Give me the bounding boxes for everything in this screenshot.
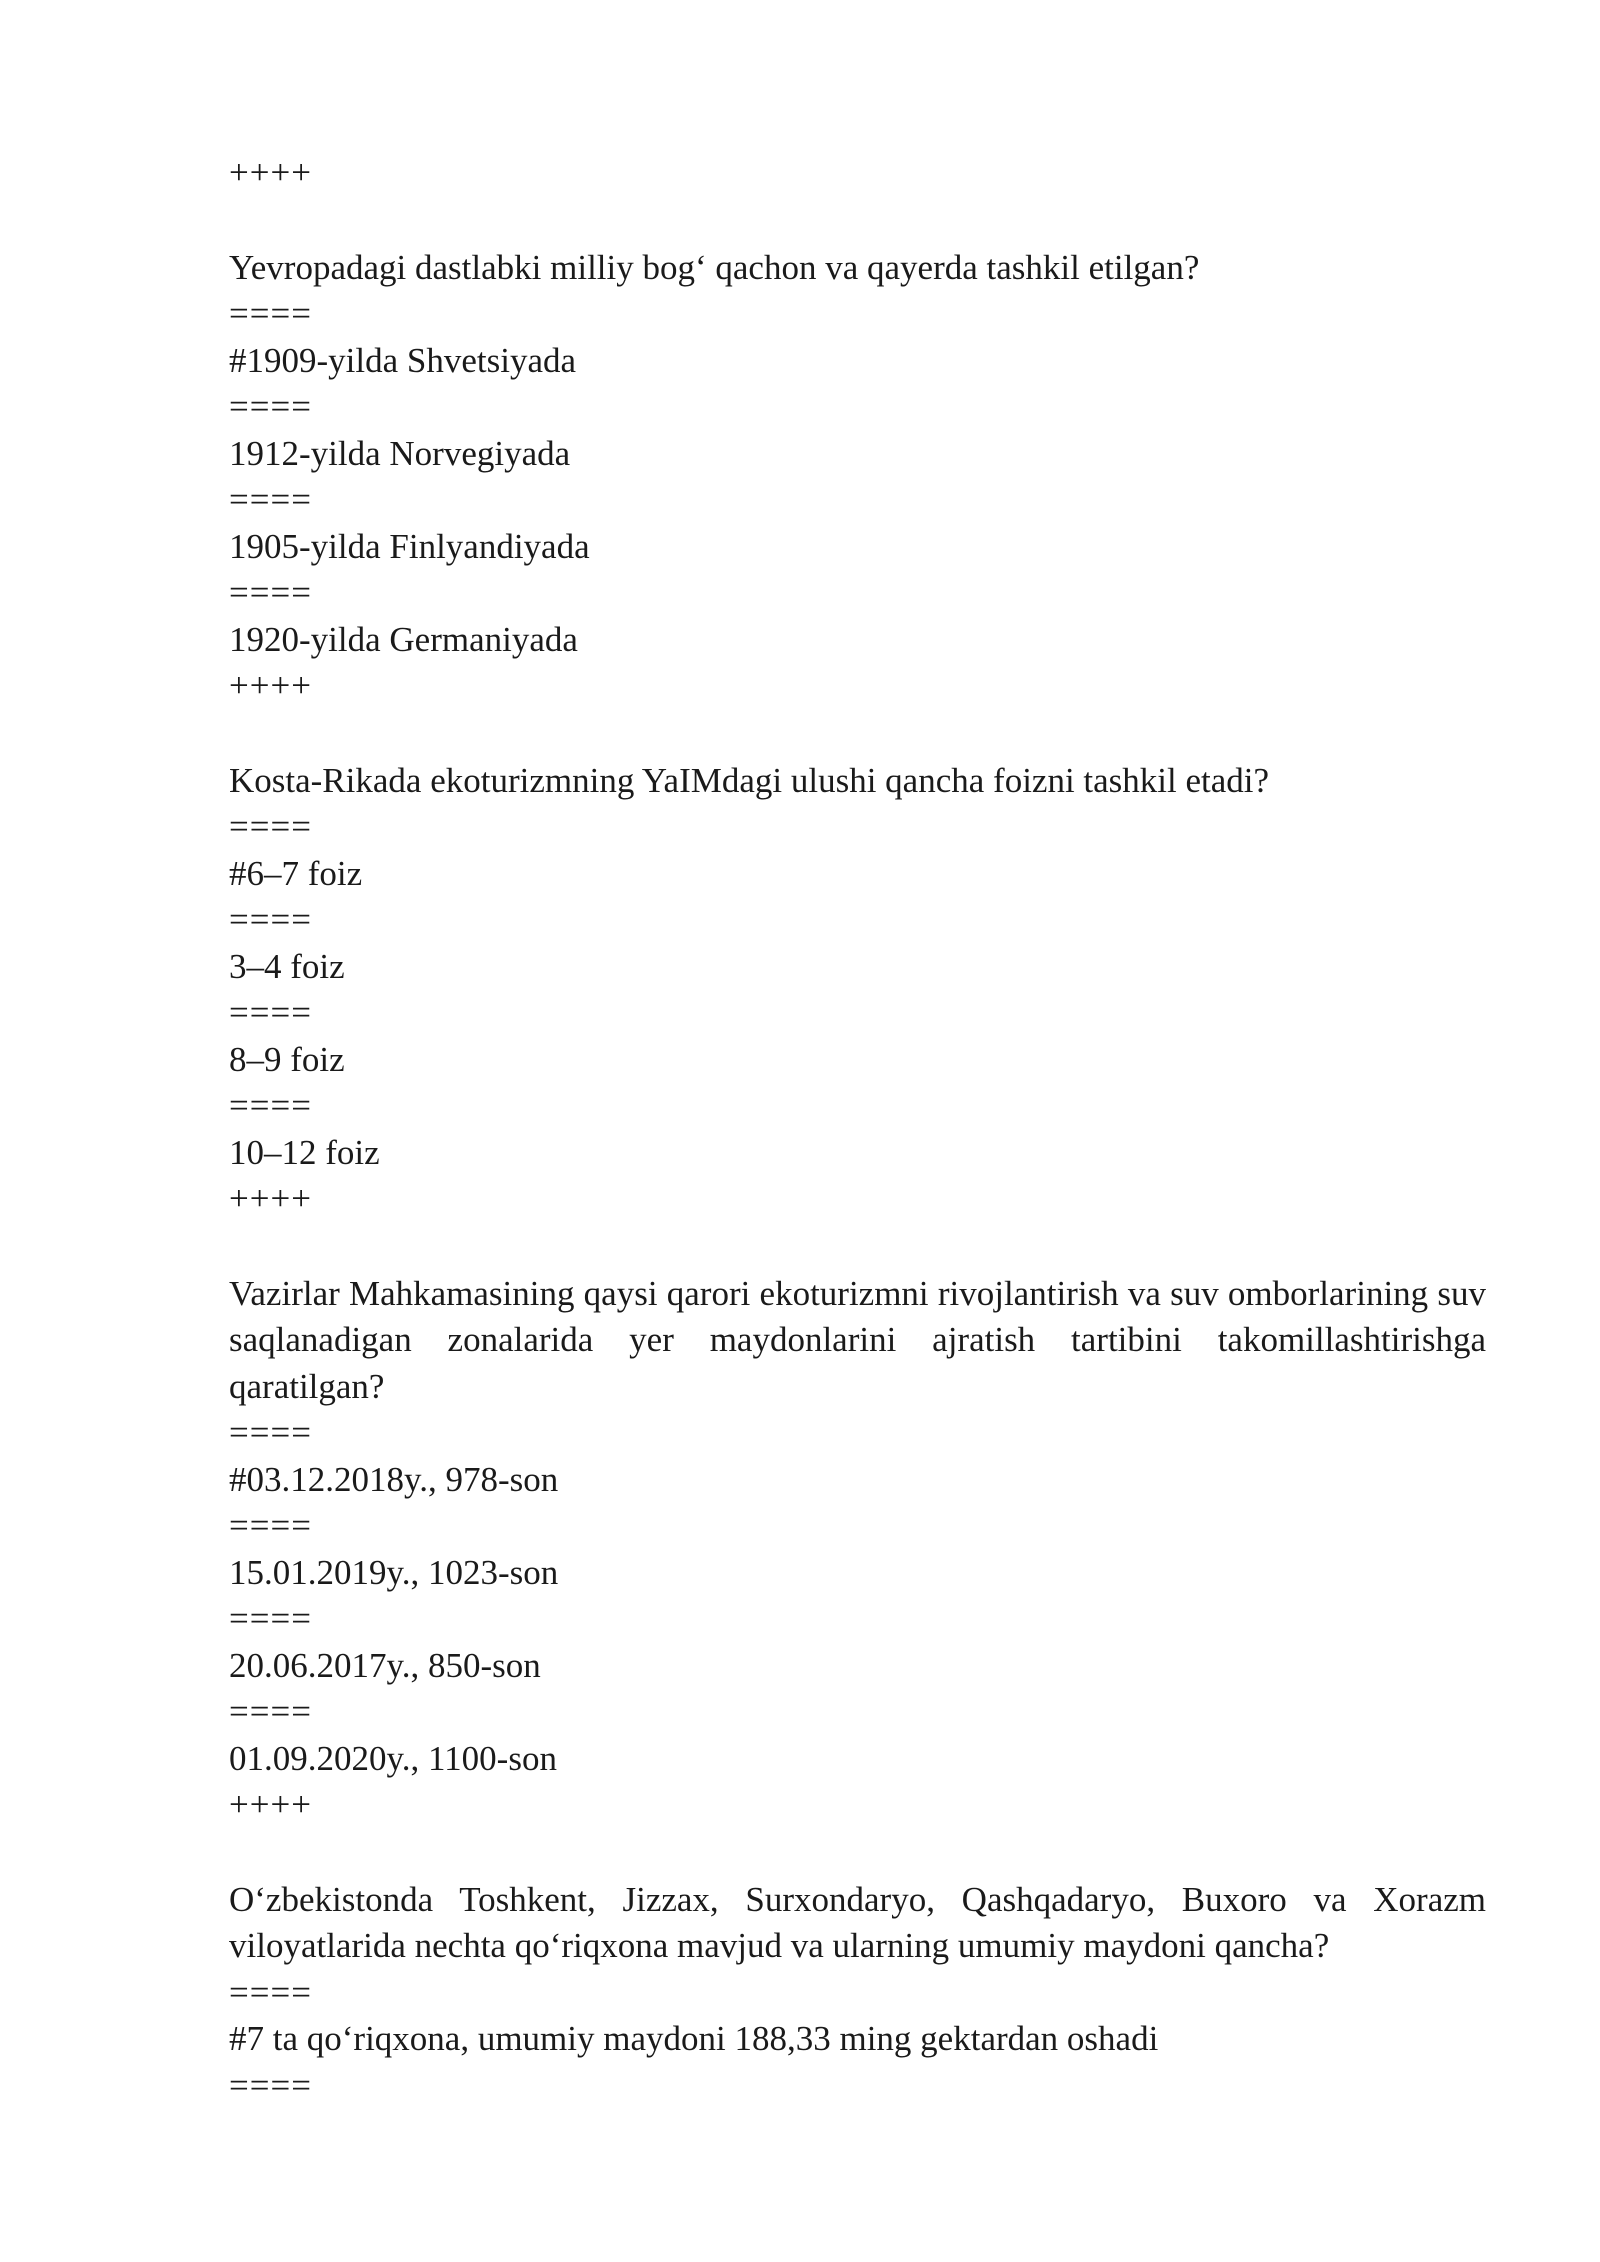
question-text: Yevropadagi dastlabki milliy bog‘ qachon va qayerda tashkil etilgan? [229, 247, 1200, 287]
answer-separator: ==== [229, 1506, 312, 1545]
question-block [229, 245, 1486, 710]
question-text: O‘zbekistonda Toshkent, Jizzax, Surxondaryo, Qashqadaryo, Buxoro va Xorazm viloyatlarida nechta qo‘riqxona mavjud va ularning umumiy maydoni qancha? [229, 1879, 1486, 1965]
answer-option: 01.09.2020y., 1100-son [229, 1738, 557, 1778]
answer-separator: ==== [229, 1972, 312, 2012]
answer-separator: ==== [229, 1086, 312, 1125]
answer-option: 20.06.2017y., 850-son [229, 1645, 541, 1685]
answer-option: 1920-yilda Germaniyada [229, 619, 578, 659]
block-end-marker: ++++ [229, 1785, 312, 1824]
answer-separator: ==== [229, 1413, 312, 1452]
answer-option: 3–4 foiz [229, 946, 345, 986]
answer-option: #1909-yilda Shvetsiyada [229, 340, 577, 380]
answer-separator: ==== [229, 387, 312, 426]
question-block [229, 1271, 1486, 1829]
block-end-marker: ++++ [229, 153, 312, 192]
document-page [229, 150, 1486, 2109]
answer-separator: ==== [229, 807, 312, 846]
answer-option: 15.01.2019y., 1023-son [229, 1552, 559, 1592]
answer-option: #6–7 foiz [229, 853, 363, 893]
block-end-marker: ++++ [229, 1179, 312, 1218]
question-block [229, 1877, 1486, 2110]
answer-separator: ==== [229, 993, 312, 1032]
answer-option: #03.12.2018y., 978-son [229, 1459, 559, 1499]
answer-option: 1905-yilda Finlyandiyada [229, 526, 590, 566]
question-text: Vazirlar Mahkamasining qaysi qarori ekoturizmni rivojlantirish va suv omborlarining suv saqlanadigan zonalarida yer maydonlarini ajratish tartibini takomillashtirishga qaratilgan? [229, 1273, 1486, 1406]
question-block [229, 758, 1486, 1223]
answer-separator: ==== [229, 900, 312, 939]
answer-separator: ==== [229, 1599, 312, 1638]
answer-separator: ==== [229, 573, 312, 612]
question-text: Kosta-Rikada ekoturizmning YaIMdagi ulushi qancha foizni tashkil etadi? [229, 760, 1270, 800]
answer-separator: ==== [229, 294, 312, 333]
answer-option: 1912-yilda Norvegiyada [229, 433, 571, 473]
answer-separator: ==== [229, 2065, 312, 2105]
answer-option: 8–9 foiz [229, 1039, 345, 1079]
answer-separator: ==== [229, 1692, 312, 1731]
answer-option: #7 ta qo‘riqxona, umumiy maydoni 188,33 ming gektardan oshadi [229, 2019, 1159, 2058]
answer-separator: ==== [229, 480, 312, 519]
block-end-marker: ++++ [229, 666, 312, 705]
answer-option: 10–12 foiz [229, 1132, 380, 1172]
